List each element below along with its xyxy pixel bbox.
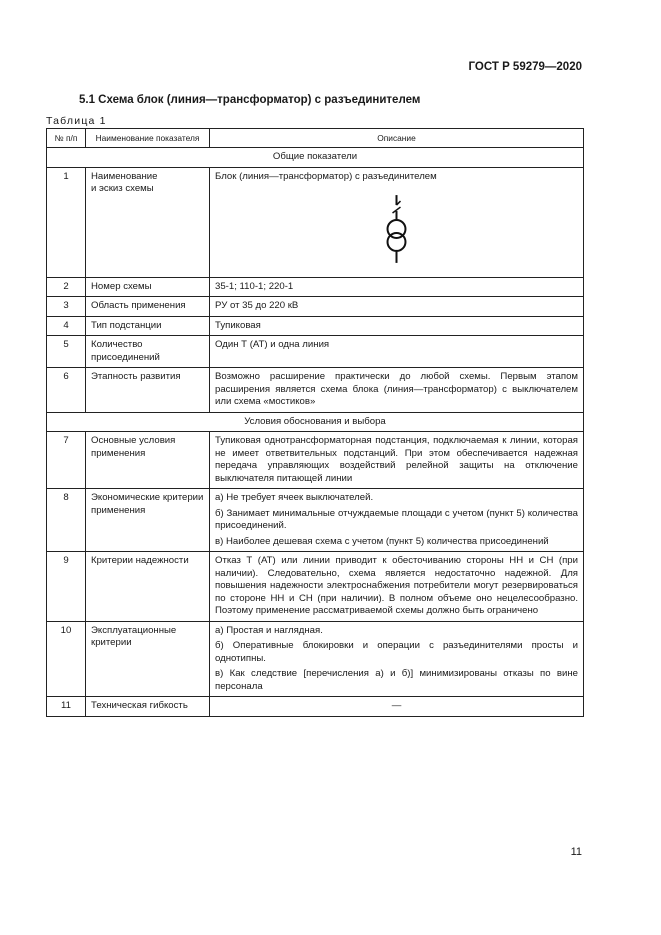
row-name: [86, 621, 210, 697]
column-header-name: Наименование показателя: [86, 129, 210, 148]
list-item: а) Не требует ячеек выключателей.: [215, 492, 374, 503]
table-row: [47, 167, 584, 277]
row-name: [86, 167, 210, 277]
row-number: 1: [47, 167, 86, 277]
table-row: [47, 297, 584, 317]
row-number: 9: [47, 552, 86, 622]
list-item: в) Наиболее дешевая схема с учетом (пункт 5) количества присоединений: [215, 535, 549, 547]
list-item: в) Как следствие [перечисления а) и б)] минимизированы отказы по вине персонала: [215, 668, 578, 692]
table-row: [47, 697, 584, 717]
table-row: [47, 432, 584, 489]
row-number: 11: [47, 697, 86, 717]
row-number: 6: [47, 368, 86, 413]
row-name: [86, 432, 210, 489]
row-name-line: критерии: [91, 637, 132, 648]
table-row: [47, 336, 584, 368]
row-description: Отказ Т (АТ) или линии приводит к обесточиванию стороны НН и СН (при наличии). Следовательно, схема является недостаточно надежной. Для повышения надежности электроснабжения потребители могут резервироваться по стороне НН и СН (при наличии). В полном объеме оно нецелесообразно. Поэтому применение рассматриваемой схемы должно быть ограничено: [210, 552, 584, 622]
row-name-line: применения: [91, 447, 146, 459]
row-description: Один Т (АТ) и одна линия: [210, 336, 584, 368]
row-number: 7: [47, 432, 86, 489]
table-row: [47, 277, 584, 297]
table-row: [47, 489, 584, 552]
row-name-line: и эскиз схемы: [91, 183, 154, 194]
row-description: [210, 489, 584, 552]
group-label: Условия обоснования и выбора: [47, 412, 584, 432]
page-number: 11: [570, 846, 582, 858]
table-caption: Таблица 1: [46, 115, 107, 127]
row-description: [210, 167, 584, 277]
row-name: Экономические критерии применения: [86, 489, 210, 552]
standard-header: ГОСТ Р 59279—2020: [468, 61, 582, 73]
list-item: б) Занимает минимальные отчуждаемые площади с учетом (пункт 5) количества присоединений.: [215, 507, 578, 531]
row-description: Возможно расширение практически до любой схемы. Первым этапом расширения является схема блока (линия—трансформатор) с выключателем или схема «мостиков»: [210, 368, 584, 413]
table-header-row: [47, 129, 584, 148]
row-number: 5: [47, 336, 86, 368]
row-name-line: Эксплуатационные: [91, 624, 177, 636]
group-label: Общие показатели: [47, 148, 584, 168]
list-item: б) Оперативные блокировки и операции с разъединителями просты и однотипны.: [215, 640, 578, 664]
row-description: РУ от 35 до 220 кВ: [210, 297, 584, 317]
table-row: [47, 368, 584, 413]
list-item: а) Простая и наглядная.: [215, 624, 323, 636]
indicator-table: [46, 128, 584, 717]
row-description: [210, 621, 584, 697]
section-title: 5.1 Схема блок (линия—трансформатор) с разъединителем: [79, 94, 421, 106]
row-name: Критерии надежности: [86, 552, 210, 622]
table-row: [47, 621, 584, 697]
row-number: 2: [47, 277, 86, 297]
row-name: Тип подстанции: [86, 316, 210, 336]
column-header-description: Описание: [210, 129, 584, 148]
row-number: 10: [47, 621, 86, 697]
transformer-schematic-icon: [215, 183, 578, 267]
row-number: 3: [47, 297, 86, 317]
row-number: 8: [47, 489, 86, 552]
row-name: Количество присоединений: [86, 336, 210, 368]
row-description: 35-1; 110-1; 220-1: [210, 277, 584, 297]
table-row: [47, 552, 584, 622]
row-description: Тупиковая: [210, 316, 584, 336]
row-description: —: [210, 697, 584, 717]
column-header-number: № п/п: [47, 129, 86, 148]
row-name: Номер схемы: [86, 277, 210, 297]
row-description: Тупиковая однотрансформаторная подстанция, подключаемая к линии, которая не имеет ответвительных подстанций. При этом обеспечивается надежная передача управляющих воздействий релейной защиты на отключение выключателя питающей линии: [210, 432, 584, 489]
row-number: 4: [47, 316, 86, 336]
row-description-text: Блок (линия—трансформатор) с разъединителем: [215, 170, 437, 182]
row-name: Область применения: [86, 297, 210, 317]
group-row-conditions: [47, 412, 584, 432]
row-name: Этапность развития: [86, 368, 210, 413]
row-name-line: Наименование: [91, 170, 158, 182]
row-name: Техническая гибкость: [86, 697, 210, 717]
group-row-general: [47, 148, 584, 168]
table-row: [47, 316, 584, 336]
row-name-line: Основные условия: [91, 435, 176, 446]
